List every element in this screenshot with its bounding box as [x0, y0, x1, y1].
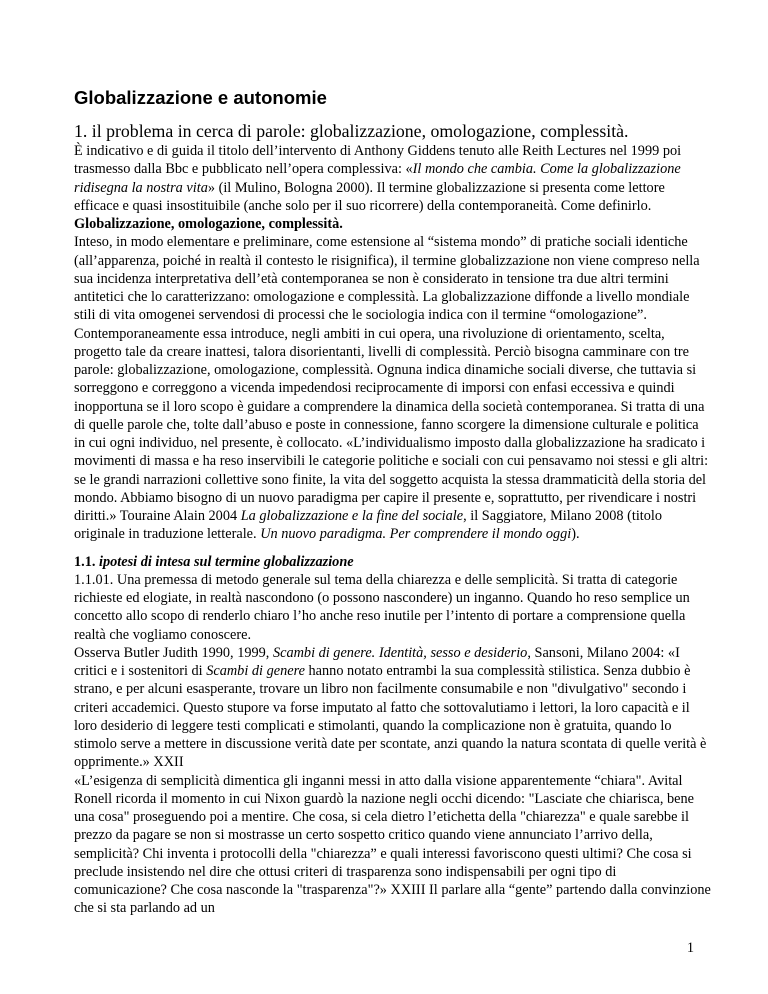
section-1-1-paragraph-2: Osserva Butler Judith 1990, 1999, Scambi di genere. Identità, sesso e desiderio, Sansoni, Milano 2004: «I critici e i sostenitori di Scambi di genere hanno notato entrambi la sua complessità stilistica. Senza dubbio è strano, e per alcuni esasperante, trovare un libro non facilmente consumabile e non "divulgativo" secondo i criteri accademici. Questo stupore va forse imputato al fatto che sottovalutiamo i lettori, la loro capacità e il loro desiderio di leggere testi complicati e stimolanti, quando la complicazione non è gratuita, quando lo stimolo serve a mettere in discussione verità date per scontate, anzi quando la natura scontata di quelle verità è opprimente.» XXII	[74, 644, 707, 771]
page-number: 1	[686, 940, 694, 956]
document-title: Globalizzazione e autonomie	[74, 87, 327, 108]
section-1-1-heading: 1.1. ipotesi di intesa sul termine globalizzazione	[74, 553, 354, 570]
section-1-heading: 1. il problema in cerca di parole: globalizzazione, omologazione, complessità.	[74, 121, 629, 141]
section-1-1-paragraph-3: «L’esigenza di semplicità dimentica gli inganni messi in atto dalla visione apparentemente “chiara". Avital Ronell ricorda il momento in cui Nixon guardò la nazione negli occhi dicendo: "Lasciate che chiarisca, bene una cosa" proseguendo poi a mentire. Che cosa, si cela dietro l’etichetta della "chiarezza" e quale sarebbe il prezzo da pagare se non si mostrasse un certo sospetto critico quando viene annunciato l’arrivo della, semplicità? Chi inventa i protocolli della "chiarezza” e quali interessi favoriscono questi ultimi? Che cosa si preclude insistendo nel dire che ottusi criteri di trasparenza sono indispensabili per ogni tipo di comunicazione? Che cosa nasconde la "trasparenza"?» XXIII Il parlare alla “gente” partendo dalla convinzione che si sta parlando ad un	[74, 772, 711, 917]
section-1-paragraph-2: Inteso, in modo elementare e preliminare, come estensione al “sistema mondo” di pratiche sociali identiche (all’apparenza, poiché in realtà il contesto le risignifica), il termine globalizzazione non viene compreso nella sua incidenza interpretativa dell’età contemporanea se non è considerato in tensione tra due altri termini antitetici che lo caratterizzano: omologazione e complessità. La globalizzazione diffonde a livello mondiale stili di vita omogenei servendosi di processi che le sociologia indica con il termine “omologazione”. Contemporaneamente essa introduce, negli ambiti in cui opera, una rivoluzione di orientamento, scelta, progetto tale da creare inattesi, talora disorientanti, livelli di complessità. Perciò bisogna camminare con tre parole: globalizzazione, omologazione, complessità. Ognuna indica dinamiche sociali diverse, che tuttavia si sorreggono e correggono a vicenda impedendosi reciprocamente di imporsi con enfasi eccessiva e quindi inopportuna se il loro scopo è guidare a comprendere la dinamica della società contemporanea. Si tratta di una di quelle parole che, tolte dall’abuso e poste in connessione, fanno scorgere la dimensione culturale e politica in cui ogni individuo, nel presente, è collocato. «L’individualismo imposto dalla globalizzazione ha sradicato i movimenti di massa e ha reso inservibili le categorie politiche e sociali con cui pensavamo noi stessi e gli altri: se le grandi narrazioni collettive sono finite, la vita del soggetto acquista la stessa drammaticità della storia del mondo. Abbiamo bisogno di un nuovo paradigma per capire il presente e, soprattutto, per rivendicare i nostri diritti.» Touraine Alain 2004 La globalizzazione e la fine del sociale, il Saggiatore, Milano 2008 (titolo originale in traduzione letterale. Un nuovo paradigma. Per comprendere il mondo oggi).	[74, 234, 709, 543]
section-1-paragraph-1: È indicativo e di guida il titolo dell’intervento di Anthony Giddens tenuto alle Reith Lectures nel 1999 poi trasmesso dalla Bbc e pubblicato nell’opera complessiva: «Il mondo che cambia. Come la globalizzazione ridisegna la nostra vita» (il Mulino, Bologna 2000). Il termine globalizzazione si presenta come lettore efficace e quasi insostituibile (anche solo per il suo ricorrere) della contemporaneità. Come definirlo.	[74, 143, 682, 214]
section-1-bold-subheading: Globalizzazione, omologazione, complessità.	[74, 216, 343, 232]
page-content	[74, 86, 712, 918]
section-1-1-paragraph-1: 1.1.01. Una premessa di metodo generale sul tema della chiarezza e delle semplicità. Si tratta di categorie richieste ed elogiate, in realtà nascondono (o possono nascondere) un inganno. Quando ho reso semplice un concetto allo scopo di renderlo chiaro l’ho anche reso inutile per l’intento di portare a comprensione quella realtà che vogliamo conoscere.	[74, 571, 690, 643]
